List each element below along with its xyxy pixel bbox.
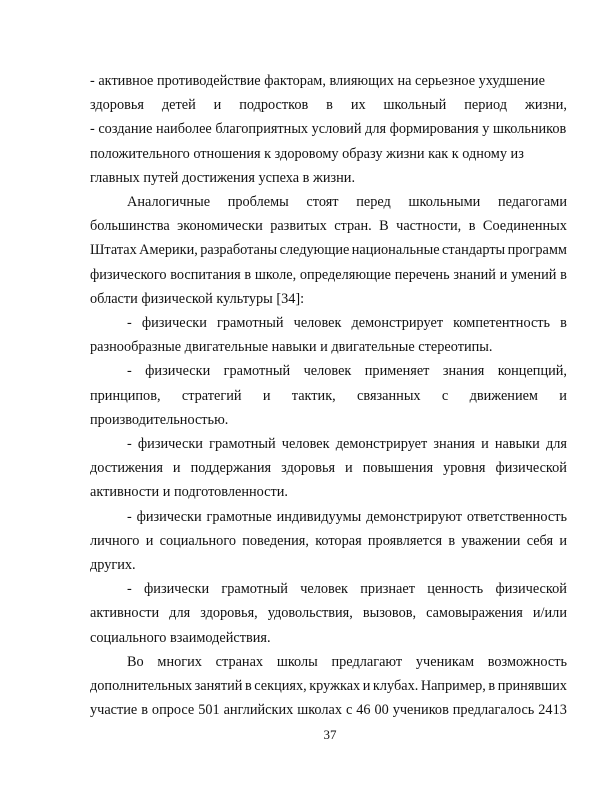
word: в (244, 266, 252, 283)
page-number: 37 (323, 727, 337, 742)
text-line (90, 532, 567, 550)
word: уровня (443, 460, 486, 477)
word: человек (303, 363, 352, 380)
word: компетентность (453, 315, 551, 331)
word: период (464, 97, 508, 114)
word: национальные (351, 242, 440, 259)
word: возможность (487, 653, 567, 670)
word: демонстрирует (335, 436, 428, 452)
word: здоровья, (200, 605, 258, 622)
word: и (362, 678, 371, 694)
word: знания (433, 436, 475, 452)
word: вызовов, (362, 605, 417, 622)
word: признает (360, 581, 415, 598)
text-line (127, 362, 567, 380)
word: опросе (151, 702, 195, 719)
word: личного (90, 532, 140, 549)
word: и (145, 532, 154, 549)
word: предлагалось (452, 702, 535, 719)
word: определяющие (299, 266, 392, 283)
word: разработаны (200, 242, 278, 259)
text-line (127, 653, 567, 671)
word: школьный (383, 97, 447, 114)
word: человек (281, 436, 330, 452)
text-line: положительного отношения к здоровому образу жизни как к одному из (90, 145, 524, 162)
word: воспитания (170, 266, 241, 283)
word: повышения (362, 460, 434, 477)
text-line (90, 604, 567, 622)
text-line: производительностью. (90, 411, 229, 428)
word: детей (161, 97, 196, 114)
text-line: разнообразные двигательные навыки и двигательные стереотипы. (90, 339, 493, 356)
word: Во (127, 653, 144, 670)
word: 501 (198, 702, 220, 719)
word: для (169, 605, 191, 622)
word: и (172, 460, 181, 477)
word: секциях, (254, 678, 307, 694)
word: с (441, 387, 449, 404)
word: здоровья (90, 97, 144, 114)
word: жизни, (524, 97, 567, 114)
word: в (468, 218, 476, 235)
word: связанных (357, 387, 421, 404)
word: и (481, 436, 489, 452)
word: учеников (392, 702, 449, 719)
word: и (499, 266, 508, 283)
word: физически (136, 508, 202, 525)
text-line (127, 580, 567, 598)
text-line (90, 266, 567, 284)
word: Аналогичные (127, 194, 211, 210)
word: и (559, 532, 567, 549)
word: в (448, 532, 456, 549)
word: участие (90, 702, 138, 719)
word: предлагают (331, 653, 403, 670)
word: педагогами (497, 194, 567, 210)
word: их (350, 97, 366, 114)
text-line: других. (90, 557, 136, 573)
word: перечень (394, 266, 450, 283)
text-line: области физической культуры [34]: (90, 290, 305, 307)
word: - (127, 508, 132, 525)
text-line (127, 193, 567, 211)
word: и (345, 460, 353, 477)
word: в (560, 266, 567, 283)
word: концепций, (497, 363, 567, 380)
word: грамотный (221, 581, 288, 598)
word: и (262, 387, 271, 404)
word: школах (297, 702, 343, 719)
word: ценность (427, 581, 484, 598)
word: школе, (254, 266, 297, 283)
word: странах (215, 653, 264, 670)
word: в (244, 678, 252, 694)
text-line: главных путей достижения успеха в жизни. (90, 169, 356, 186)
text-line (90, 387, 567, 405)
word: - (127, 315, 132, 331)
word: В (379, 218, 389, 235)
word: принципов, (90, 387, 161, 404)
word: самовыражения (426, 605, 523, 622)
word: развитых (270, 218, 327, 235)
word: клубах. (372, 678, 419, 694)
text-line (127, 508, 567, 526)
word: экономически (177, 218, 263, 235)
word: себя (526, 532, 554, 549)
word: Америки, (139, 242, 198, 259)
word: дополнительных (90, 678, 193, 694)
word: в (326, 97, 333, 114)
word: здоровья (281, 460, 336, 477)
word: следующие (279, 242, 350, 259)
word: активности (90, 605, 160, 622)
word: навыки (494, 436, 540, 452)
word: кружках (309, 678, 361, 694)
word: 46 (356, 702, 371, 719)
word: ответственность (466, 508, 567, 525)
word: грамотный (209, 436, 276, 452)
word: большинства (90, 218, 170, 235)
text-line: - активное противодействие факторам, влияющих на серьезное ухудшение (90, 73, 545, 89)
text-line (127, 314, 567, 332)
word: школы (276, 653, 318, 670)
word: поддержания (190, 460, 272, 477)
word: и (213, 97, 222, 114)
text-line (90, 217, 567, 235)
word: занятий (194, 678, 243, 694)
word: стоят (306, 194, 339, 210)
word: умений (511, 266, 557, 283)
word: физического (90, 266, 167, 283)
text-line (90, 96, 567, 114)
word: физически (141, 315, 207, 331)
word: грамотный (217, 315, 284, 331)
word: которая (315, 532, 362, 549)
word: программ (507, 242, 567, 259)
word: частности, (396, 218, 462, 235)
word: многих (157, 653, 202, 670)
word: ученикам (415, 653, 475, 670)
text-line (90, 241, 567, 259)
word: удовольствия, (267, 605, 353, 622)
word: проблемы (227, 194, 289, 210)
word: знания (442, 363, 485, 380)
word: Штатах (90, 242, 137, 259)
word: тактик, (291, 387, 336, 404)
word: движением (469, 387, 538, 404)
word: английских (223, 702, 294, 719)
word: перед (356, 194, 391, 210)
word: грамотные (206, 508, 272, 525)
word: проявляется (367, 532, 443, 549)
word: уважении (461, 532, 521, 549)
word: 2413 (538, 702, 567, 719)
word: физической (495, 581, 567, 598)
text-line: активности и подготовленности. (90, 484, 288, 501)
word: физически (137, 436, 203, 452)
word: и (559, 387, 567, 404)
text-line: - создание наиболее благоприятных условий для формирования у школьников (90, 121, 567, 138)
word: физической (495, 460, 567, 477)
word: знаний (453, 266, 496, 283)
word: человек (300, 581, 348, 598)
word: применяет (364, 363, 430, 380)
text-line (90, 677, 567, 695)
word: грамотный (223, 363, 291, 380)
word: физически (145, 363, 211, 380)
word: индивидуумы (276, 508, 362, 525)
word: - (127, 363, 132, 380)
word: школьными (408, 194, 481, 210)
word: достижения (90, 460, 163, 477)
word: Например, (420, 678, 486, 694)
word: социального (159, 532, 236, 549)
word: подростков (239, 97, 309, 114)
word: Соединенных (482, 218, 567, 235)
text-line (90, 459, 567, 477)
word: демонстрируют (366, 508, 462, 525)
word: и/или (532, 605, 567, 622)
text-line (127, 435, 567, 453)
word: - (127, 436, 132, 452)
word: 00 (374, 702, 389, 719)
word: физически (144, 581, 210, 598)
word: демонстрирует (351, 315, 444, 331)
text-line: социального взаимодействия. (90, 629, 271, 646)
word: - (127, 581, 132, 598)
word: в (488, 678, 496, 694)
word: для (545, 436, 567, 452)
word: человек (293, 315, 342, 331)
word: принявших (497, 678, 567, 694)
text-line (90, 701, 567, 719)
word: стратегий (181, 387, 242, 404)
word: с (345, 702, 353, 719)
word: в (560, 315, 567, 331)
word: стран. (334, 218, 372, 235)
word: в (141, 702, 148, 719)
word: поведения, (242, 532, 309, 549)
word: стандарты (441, 242, 506, 259)
